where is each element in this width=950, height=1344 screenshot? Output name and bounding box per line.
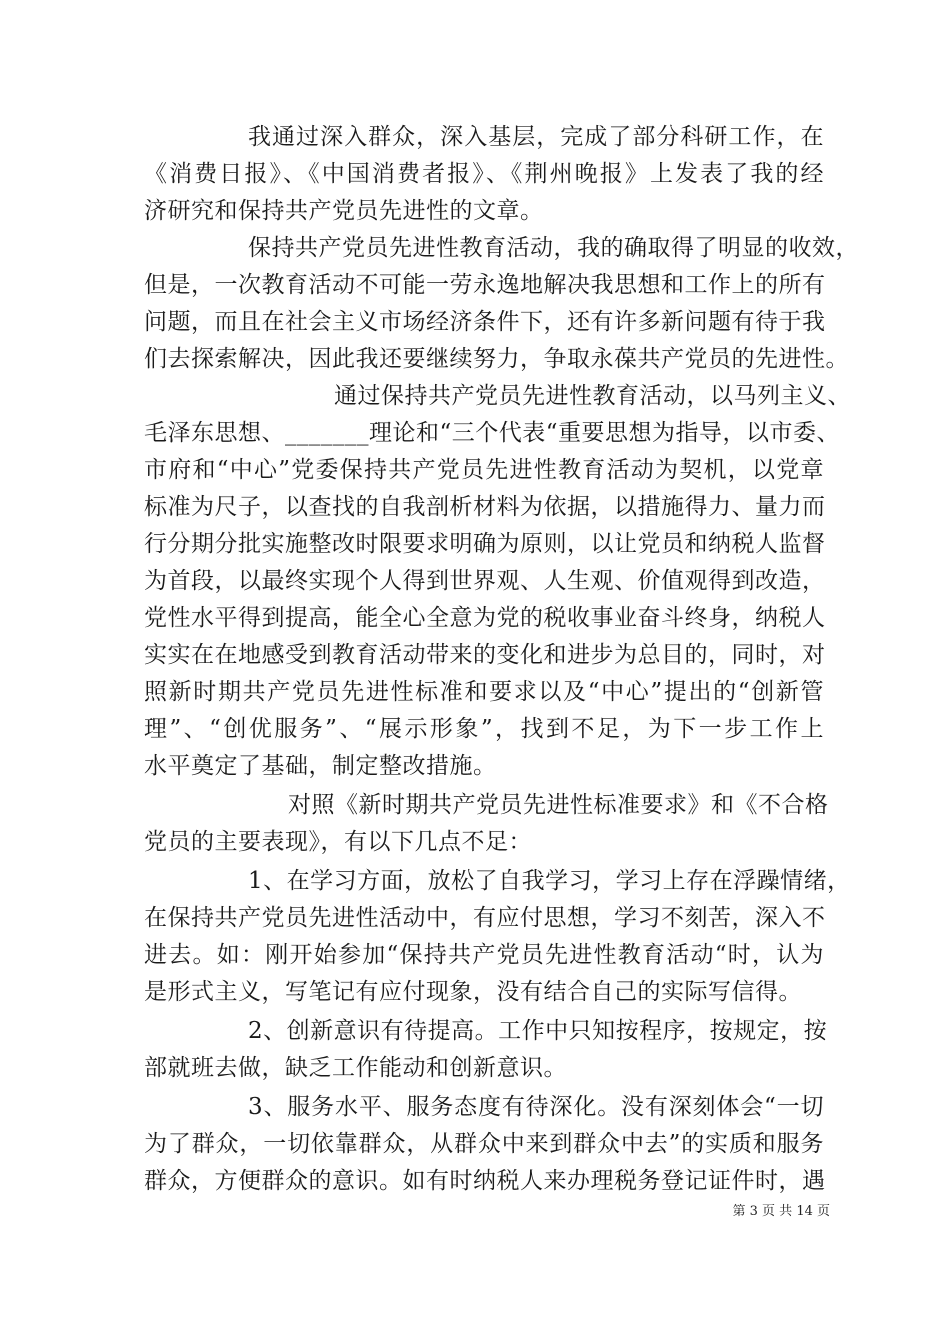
paragraph-line: 济研究和保持共产党员先进性的文章。 <box>144 198 544 224</box>
paragraph-line: 党员的主要表现》，有以下几点不足： <box>144 829 532 855</box>
paragraph-line: 群众，方便群众的意识。如有时纳税人来办理税务登记证件时，遇 <box>144 1168 826 1194</box>
paragraph-line: 照新时期共产党员先进性标准和要求以及“中心”提出的“创新管 <box>144 679 824 705</box>
paragraph-line: 在保持共产党员先进性活动中，有应付思想，学习不刻苦，深入不 <box>144 905 826 931</box>
paragraph-line: 为了群众，一切依靠群众，从群众中来到群众中去”的实质和服务 <box>144 1131 824 1157</box>
paragraph-line: 通过保持共产党员先进性教育活动，以马列主义、 <box>334 383 851 409</box>
paragraph-line: 水平奠定了基础，制定整改措施。 <box>144 753 497 779</box>
paragraph-line: 进去。如：刚开始参加“保持共产党员先进性教育活动“时，认为 <box>144 942 824 968</box>
paragraph-line: 标准为尺子，以查找的自我剖析材料为依据，以措施得力、量力而 <box>144 494 826 520</box>
paragraph-line: 市府和“中心”党委保持共产党员先进性教育活动为契机，以党章 <box>144 457 824 483</box>
paragraph-line: 实实在在地感受到教育活动带来的变化和进步为总目的，同时，对 <box>144 642 826 668</box>
paragraph-line: 毛泽东思想、_______理论和“三个代表“重要思想为指导，以市委、 <box>144 420 841 446</box>
paragraph-line: 2、创新意识有待提高。工作中只知按程序，按规定，按 <box>248 1018 828 1044</box>
paragraph-line: 我通过深入群众，深入基层，完成了部分科研工作，在 <box>248 124 824 150</box>
page-number: 第 3 页 共 14 页 <box>732 1204 830 1219</box>
paragraph-line: 《消费日报》、《中国消费者报》、《荆州晚报》上发表了我的经 <box>144 161 824 187</box>
paragraph-line: 们去探索解决，因此我还要继续努力，争取永葆共产党员的先进性。 <box>144 346 849 372</box>
paragraph-line: 3、服务水平、服务态度有待深化。没有深刻体会“一切 <box>248 1094 824 1120</box>
paragraph-line: 部就班去做，缺乏工作能动和创新意识。 <box>144 1055 567 1081</box>
paragraph-line: 是形式主义，写笔记有应付现象，没有结合自己的实际写信得。 <box>144 979 802 1005</box>
paragraph-line: 行分期分批实施整改时限要求明确为原则，以让党员和纳税人监督 <box>144 531 826 557</box>
paragraph-line: 对照《新时期共产党员先进性标准要求》和《不合格 <box>288 792 829 818</box>
paragraph-line: 理”、“创优服务”、“展示形象”，找到不足，为下一步工作上 <box>144 716 824 742</box>
paragraph-line: 为首段，以最终实现个人得到世界观、人生观、价值观得到改造， <box>144 568 826 594</box>
paragraph-line: 问题，而且在社会主义市场经济条件下，还有许多新问题有待于我 <box>144 309 826 335</box>
paragraph-line: 但是，一次教育活动不可能一劳永逸地解决我思想和工作上的所有 <box>144 272 826 298</box>
paragraph-line: 1、在学习方面，放松了自我学习，学习上存在浮躁情绪， <box>248 868 851 894</box>
paragraph-line: 保持共产党员先进性教育活动，我的确取得了明显的收效， <box>248 235 859 261</box>
paragraph-line: 党性水平得到提高，能全心全意为党的税收事业奋斗终身，纳税人 <box>144 605 826 631</box>
